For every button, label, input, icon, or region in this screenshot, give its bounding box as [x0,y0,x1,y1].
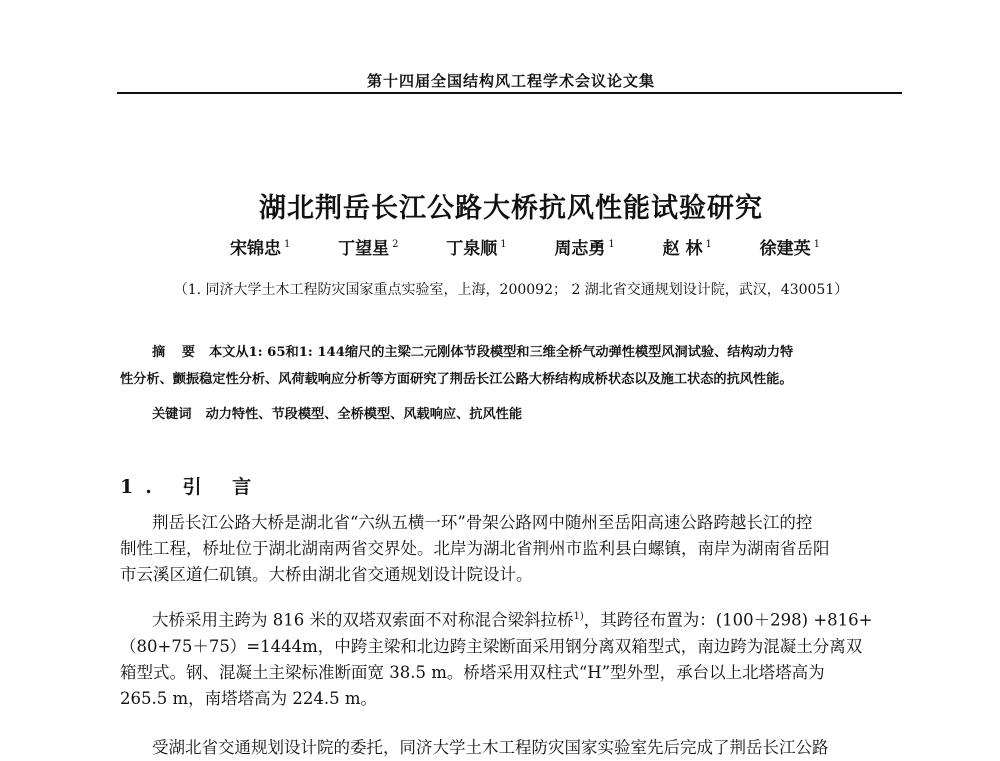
author-name: 赵 林 [662,239,703,259]
author-name: 徐建英 [759,239,811,259]
abstract [120,339,902,393]
section-heading: 1. 引 言 [120,476,264,498]
keywords-text: 动力特性、节段模型、全桥模型、风载响应、抗风性能 [205,407,523,422]
abstract-label: 摘 要 [152,345,201,360]
paragraph-text: ，其跨径布置为：(100＋298) +816+ [583,610,873,630]
paragraph-line: 市云溪区道仁矶镇。大桥由湖北省交通规划设计院设计。 [120,565,533,584]
paragraph-line: 制性工程，桥址位于湖北湖南两省交界处。北岸为湖北省荆州市监利县白螺镇，南岸为湖南省岳阳 [120,539,830,558]
paragraph-line: （80+75＋75）=1444m，中跨主梁和北边跨主梁断面采用钢分离双箱型式，南边跨为混凝土分离双 [120,636,863,656]
abstract-line: 性分析、颤振稳定性分析、风荷载响应分析等方面研究了荆岳长江公路大桥结构成桥状态以及施工状态的抗风性能。 [120,372,793,387]
author [760,234,820,259]
running-header: 第十四届全国结构风工程学术会议论文集 [366,72,655,90]
author [446,234,506,259]
author-affil-mark: 1 [608,239,615,251]
author-affil-mark: 1 [284,239,291,251]
paragraph [120,735,902,761]
author [338,234,398,259]
paragraph [120,604,902,712]
paragraph-line: 265.5 m，南塔塔高为 224.5 m。 [120,688,377,708]
paper-title: 湖北荆岳长江公路大桥抗风性能试验研究 [259,193,763,224]
author-name: 丁泉顺 [446,239,498,259]
author-list [230,234,820,259]
author-affil-mark: 2 [392,239,399,251]
affiliations: （1. 同济大学土木工程防灾国家重点实验室，上海，200092； 2 湖北省交通规划设计院，武汉，430051） [173,282,849,298]
author [554,234,614,259]
author [230,234,290,259]
author-name: 周志勇 [554,239,606,259]
abstract-line [120,339,902,366]
paragraph-line: 箱型式。钢、混凝土主梁标准断面宽 38.5 m。桥塔采用双柱式“H”型外型，承台以上北塔塔高为 [120,662,825,682]
paragraph-line [120,604,902,634]
author-affil-mark: 1 [705,239,712,251]
paragraph-text: 大桥采用主跨为 816 米的双塔双索面不对称混合梁斜拉桥 [152,610,574,630]
author-affil-mark: 1 [813,239,820,251]
paragraph-line: 荆岳长江公路大桥是湖北省“六纵五横一环”骨架公路网中随州至岳阳高速公路跨越长江的控 [152,513,813,532]
reference-mark: 1) [573,611,584,622]
keywords-label: 关键词 [152,407,192,422]
header-rule [117,92,902,94]
keywords [152,403,522,422]
paragraph-line: 受湖北省交通规划设计院的委托，同济大学土木工程防灾国家实验室先后完成了荆岳长江公路 [152,738,829,757]
paragraph [120,510,902,588]
author-name: 宋锦忠 [230,239,281,259]
author [663,234,712,259]
author-name: 丁望星 [338,239,390,259]
abstract-text: 本文从1: 65和1: 144缩尺的主梁二元刚体节段模型和三维全桥气动弹性模型风洞试验、结构动力特 [208,345,794,360]
author-affil-mark: 1 [500,239,507,251]
